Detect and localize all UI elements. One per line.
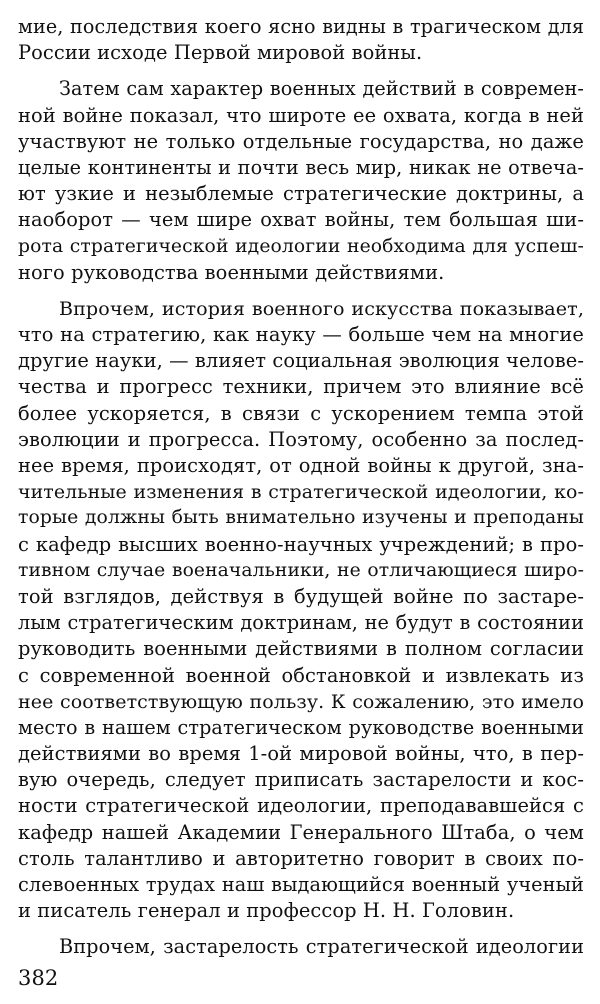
text-line: участвуют не только отдельные государства, но даже [18, 129, 584, 153]
text-line: ной войне показал, что широте ее охвата, когда в ней [18, 103, 584, 127]
text-line: с кафедр высших военно-научных учреждений; в про- [18, 532, 584, 556]
text-line: действиями во время 1-ой мировой войны, что, в пер- [18, 742, 584, 766]
text-line: лым стратегическим доктринам, не будут в состоянии [18, 611, 584, 635]
text-line: ют узкие и незыблемые стратегические доктрины, а [18, 182, 584, 206]
text-line: России исходе Первой мировой войны. [18, 41, 423, 65]
text-line: с современной военной обстановкой и извлекать из [18, 663, 584, 687]
text-line: нее соответствующую пользу. К сожалению, это имело [18, 690, 584, 713]
text-line: место в нашем стратегическом руководстве военными [18, 715, 584, 739]
text-line: слевоенных трудах наш выдающийся военный ученый [18, 873, 584, 896]
text-line: ности стратегической идеологии, преподававшейся с [18, 794, 584, 818]
paragraph-continuation [18, 14, 584, 66]
text-line: Впрочем, история военного искусства показывает, [59, 296, 584, 320]
text-line: столь талантливо и авторитетно говорит в своих по- [18, 846, 584, 870]
text-line: чества и прогресс техники, причем это влияние всё [18, 375, 584, 399]
text-line: мие, последствия коего ясно видны в трагическом для [18, 15, 584, 38]
text-line: тивном случае военачальники, не отличающиеся широ- [18, 559, 584, 581]
book-page [18, 14, 584, 990]
text-line: нее время, происходят, от одной войны к другой, зна- [18, 454, 584, 477]
text-line: эволюции и прогресса. Поэтому, особенно за послед- [18, 427, 584, 451]
text-line: ного руководства военными действиями. [18, 260, 445, 284]
text-line: рота стратегической идеологии необходима для успеш- [18, 235, 584, 257]
text-line: вую очередь, следует приписать застарелости и кос- [18, 768, 584, 792]
page-number: 382 [18, 966, 59, 990]
text-line: что на стратегию, как науку — больше чем на многие [18, 323, 584, 347]
paragraph [18, 296, 584, 925]
text-line: целые континенты и почти весь мир, никак не отвеча- [18, 155, 584, 179]
paragraph [18, 934, 584, 960]
text-line: более ускоряется, в связи с ускорением темпа этой [18, 401, 584, 425]
text-line: наоборот — чем шире охват войны, тем большая ши- [18, 208, 584, 232]
text-line: и писатель генерал и профессор Н. Н. Головин. [18, 899, 515, 923]
text-line: Затем сам характер военных действий в современ- [59, 77, 584, 101]
text-line: чительные изменения в стратегической идеологии, ко- [18, 481, 584, 504]
paragraph [18, 76, 584, 286]
text-line: кафедр нашей Академии Генерального Штаба, о чем [18, 820, 584, 844]
text-line: Впрочем, застарелость стратегической идеологии [59, 935, 584, 959]
text-line: торые должны быть внимательно изучены и преподаны [18, 507, 584, 529]
text-line: другие науки, — влияет социальная эволюция челове- [18, 349, 584, 373]
text-line: руководить военными действиями в полном согласии [18, 637, 584, 661]
text-line: той взглядов, действуя в будущей войне по застаре- [18, 584, 584, 608]
